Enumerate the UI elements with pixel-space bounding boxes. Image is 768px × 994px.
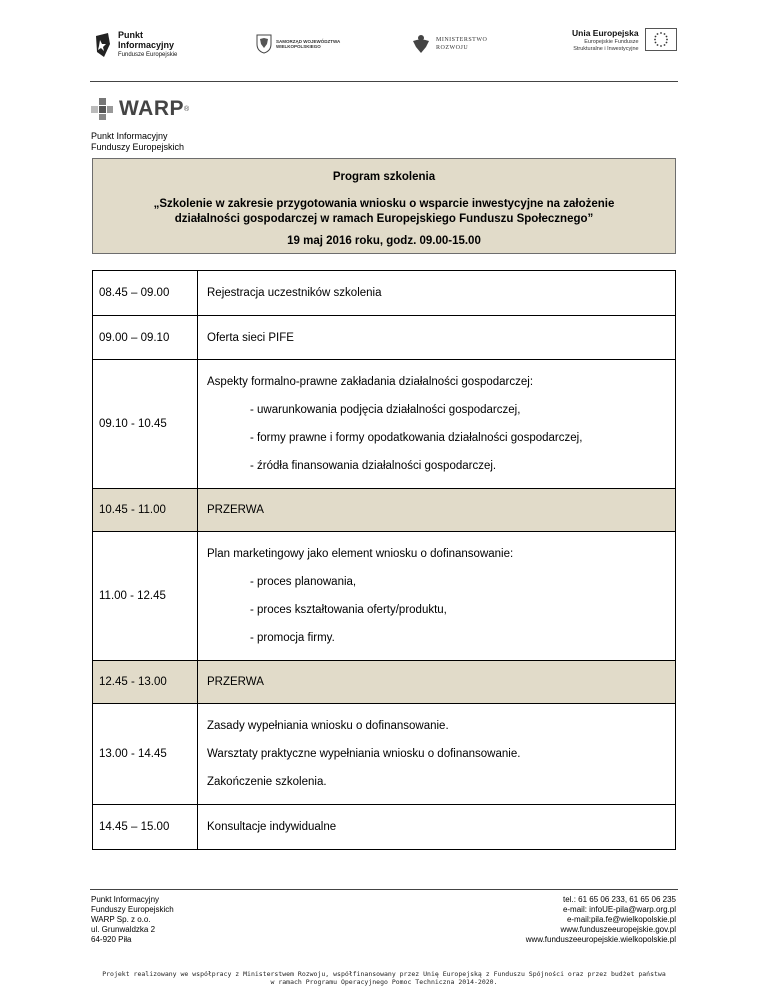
time-cell: 13.00 - 14.45 <box>93 704 198 805</box>
ue-line3: Strukturalne i Inwestycyjne <box>573 45 639 52</box>
time-cell: 09.10 - 10.45 <box>93 360 198 489</box>
time-cell: 12.45 - 13.00 <box>93 661 198 704</box>
session-line: Warsztaty praktyczne wypełniania wniosku o dofinansowanie. <box>207 748 521 760</box>
bottom-divider <box>90 889 678 890</box>
desc-cell: PRZERWA <box>198 489 676 532</box>
warp-wordmark: WARP <box>119 97 184 120</box>
session-bullet: - uwarunkowania podjęcia działalności gospodarczej, <box>250 404 521 416</box>
ministerstwo-line2: ROZWOJU <box>436 45 469 51</box>
time-cell: 09.00 – 09.10 <box>93 316 198 360</box>
punkt-informacyjny-logo <box>94 30 177 60</box>
project-note <box>0 970 768 986</box>
pi-line3: Fundusze Europejskie <box>118 52 178 58</box>
footer-address <box>91 895 174 945</box>
top-divider <box>90 81 678 82</box>
program-header-box <box>92 158 676 254</box>
desc-cell: Konsultacje indywidualne <box>198 805 676 850</box>
footer-address-line: Punkt Informacyjny <box>91 895 160 904</box>
training-title <box>103 197 665 227</box>
ministerstwo-line1: MINISTERSTWO <box>436 37 488 43</box>
pi-star-icon <box>94 32 112 58</box>
table-row <box>93 532 676 661</box>
project-note-line1: Projekt realizowany we współpracy z Ministerstwem Rozwoju, współfinansowany przez Unię Europejską z Funduszu Spójności oraz przez budżet państwa <box>102 970 666 978</box>
time-cell: 08.45 – 09.00 <box>93 271 198 316</box>
training-title-line2: działalności gospodarczej w ramach Europejskiego Funduszu Społecznego” <box>174 213 594 225</box>
table-row <box>93 316 676 360</box>
pi-line1: Punkt <box>118 30 144 40</box>
desc-cell: Oferta sieci PIFE <box>198 316 676 360</box>
time-cell: 14.45 – 15.00 <box>93 805 198 850</box>
session-bullet: - źródła finansowania działalności gospodarczej. <box>250 460 497 472</box>
warp-subtitle <box>91 131 184 153</box>
footer-address-line: 64-920 Piła <box>91 935 132 944</box>
pi-line2: Informacyjny <box>118 40 175 50</box>
time-cell: 10.45 - 11.00 <box>93 489 198 532</box>
footer-address-line: Funduszy Europejskich <box>91 905 174 914</box>
footer-address-line: WARP Sp. z o.o. <box>91 915 151 924</box>
table-row <box>93 704 676 805</box>
footer-email-link[interactable]: e-mail:pila.fe@wielkopolskie.pl <box>566 915 676 924</box>
samorzad-shield-icon <box>256 34 272 54</box>
ue-line2: Europejskie Fundusze <box>584 39 639 45</box>
logo-bar <box>0 0 768 80</box>
table-row <box>93 271 676 316</box>
samorzad-line2: WIELKOPOLSKIEGO <box>276 44 321 49</box>
desc-cell <box>198 360 676 489</box>
unia-europejska-logo <box>572 28 677 52</box>
ministerstwo-logo <box>412 34 487 54</box>
training-title-line1: „Szkolenie w zakresie przygotowania wniosku o wsparcie inwestycyjne na założenie <box>153 198 615 210</box>
warp-registered-mark: ® <box>184 105 190 113</box>
table-row <box>93 489 676 532</box>
table-row <box>93 661 676 704</box>
eagle-icon <box>412 34 430 54</box>
session-bullet: - formy prawne i formy opodatkowania działalności gospodarczej, <box>250 432 583 444</box>
footer-address-line: ul. Grunwaldzka 2 <box>91 925 156 934</box>
ue-title: Unia Europejska <box>572 28 639 38</box>
schedule-table <box>92 270 676 850</box>
warp-squares-icon <box>90 97 114 121</box>
eu-flag-icon <box>645 28 677 51</box>
table-row <box>93 360 676 489</box>
footer-email-link[interactable]: e-mail: infoUE-pila@warp.org.pl <box>562 905 676 914</box>
time-cell: 11.00 - 12.45 <box>93 532 198 661</box>
training-date: 19 maj 2016 roku, godz. 09.00-15.00 <box>287 235 481 247</box>
desc-cell: PRZERWA <box>198 661 676 704</box>
table-row <box>93 805 676 850</box>
samorzad-logo <box>256 34 340 54</box>
desc-cell: Rejestracja uczestników szkolenia <box>198 271 676 316</box>
warp-sub-line1: Punkt Informacyjny <box>91 131 168 141</box>
warp-logo <box>90 97 189 121</box>
session-bullet: - proces planowania, <box>250 576 357 588</box>
session-bullet: - promocja firmy. <box>250 632 335 644</box>
project-note-line2: w ramach Programu Operacyjnego Pomoc Techniczna 2014-2020. <box>270 978 498 986</box>
footer-web-link[interactable]: www.funduszeeuropejskie.wielkopolskie.pl <box>525 935 676 944</box>
footer-contact <box>526 895 676 945</box>
session-intro: Aspekty formalno-prawne zakładania działalności gospodarczej: <box>207 376 534 388</box>
program-title: Program szkolenia <box>332 171 436 183</box>
samorzad-line1: SAMORZĄD WOJEWÓDZTWA <box>276 39 341 44</box>
desc-cell <box>198 704 676 805</box>
session-intro: Plan marketingowy jako element wniosku o dofinansowanie: <box>207 548 514 560</box>
warp-sub-line2: Funduszy Europejskich <box>91 142 185 152</box>
session-line: Zakończenie szkolenia. <box>207 776 327 788</box>
footer-phone: tel.: 61 65 06 233, 61 65 06 235 <box>563 895 676 904</box>
footer-web-link[interactable]: www.funduszeeuropejskie.gov.pl <box>560 925 676 934</box>
desc-cell <box>198 532 676 661</box>
session-line: Zasady wypełniania wniosku o dofinansowanie. <box>207 720 449 732</box>
session-bullet: - proces kształtowania oferty/produktu, <box>250 604 447 616</box>
